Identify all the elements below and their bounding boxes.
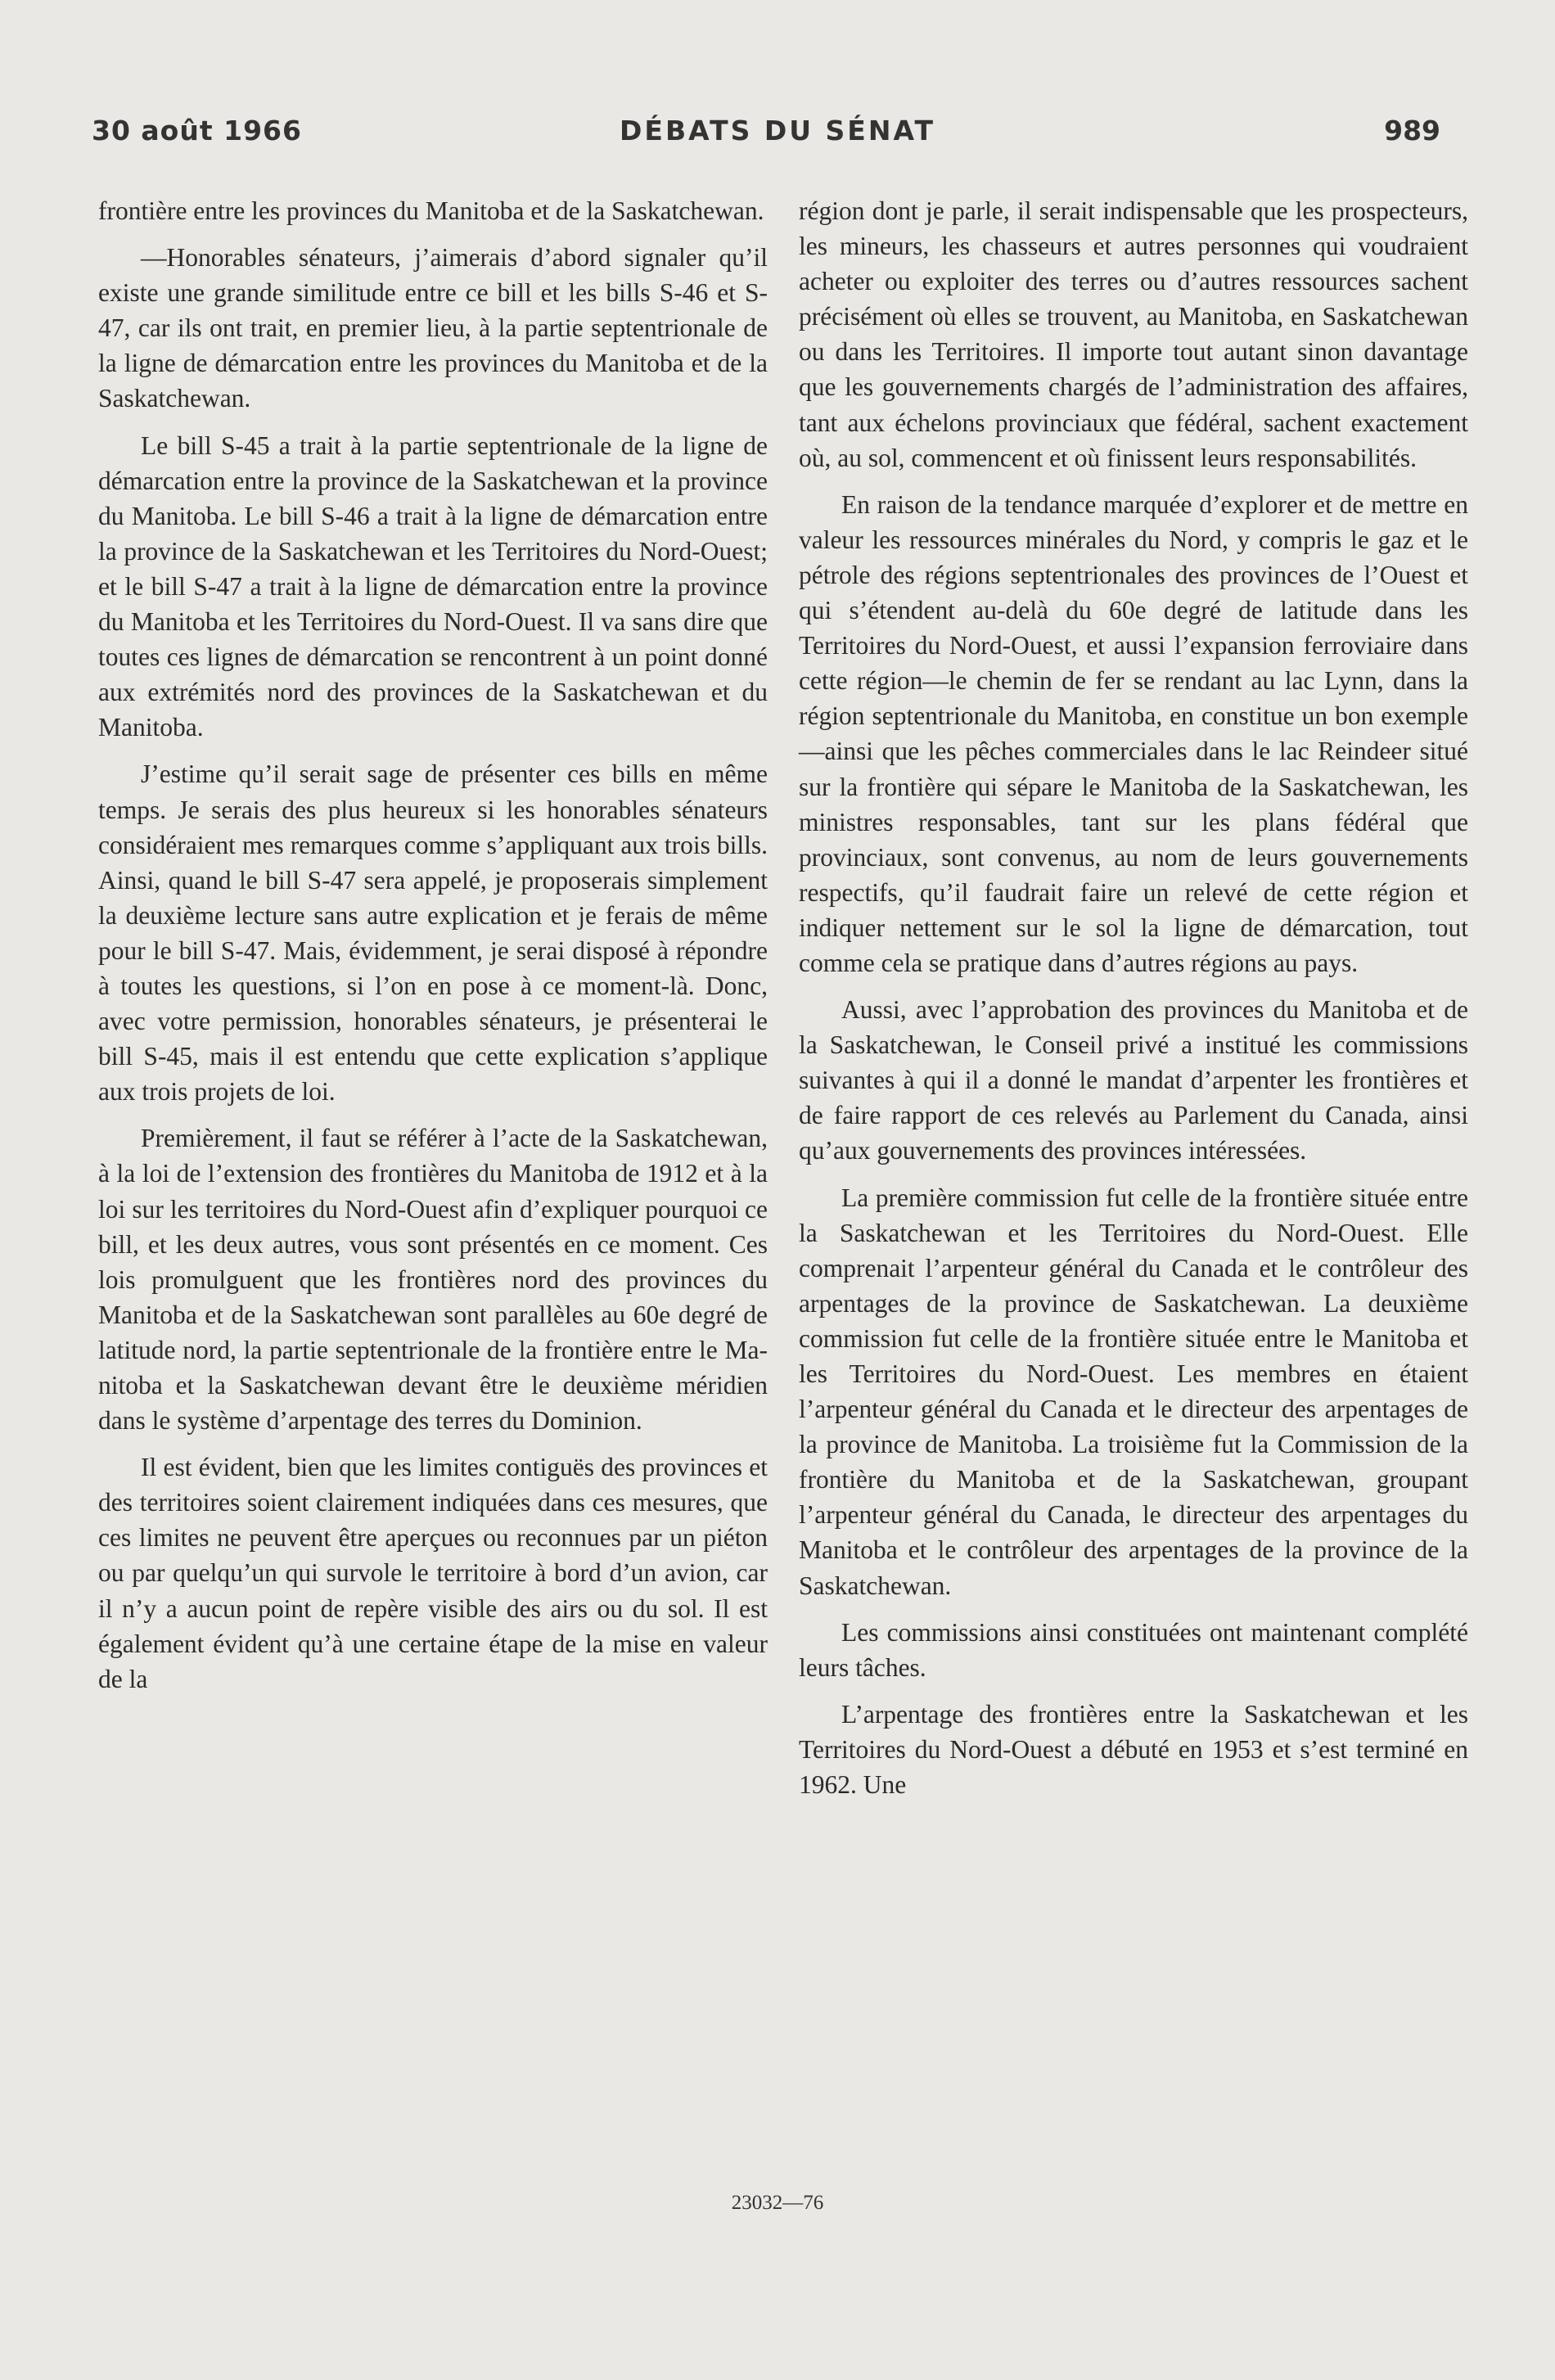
left-column (98, 193, 768, 1708)
paragraph: région dont je parle, il serait indispensable que les prospecteurs, les mineurs, les chasseurs et autres personnes qui voudraient acheter ou exploiter des terres ou d’autres ressources sachent précisément où elles se trouvent, au Manitoba, en Saskatchewan ou dans les Territoires. Il importe tout autant sinon davantage que les gouvernements chargés de l’administration des affaires, tant aux échelons provinciaux que fédéral, sachent exactement où, au sol, commencent et où finissent leurs responsabilités. (799, 196, 1468, 472)
header-date: 30 août 1966 (92, 115, 302, 146)
paragraph: Les commissions ainsi constituées ont maintenant complété leurs tâches. (799, 1617, 1468, 1682)
paragraph: Il est évident, bien que les limites contiguës des provinces et des territoires soient clairement indiquées dans ces mesures, que ces limites ne peuvent être aperçues ou reconnues par un piéton ou par quelqu’un qui survole le territoire à bord d’un avion, car il n’y a aucun point de repère visible des airs ou du sol. Il est également évident qu’à une certaine étape de la mise en valeur de la (98, 1453, 768, 1693)
paragraph: L’arpentage des frontières entre la Saskatchewan et les Territoires du Nord-Ouest a débuté en 1953 et s’est terminé en 1962. Une (799, 1699, 1468, 1800)
paragraph: La première commission fut celle de la frontière située entre la Saskatchewan et les Territoires du Nord-Ouest. Elle comprenait l’arpenteur général du Canada et le contrôleur des arpentages de la province de Saskatchewan. La deuxième commission fut celle de la frontière située entre le Manitoba et les Territoires du Nord-Ouest. Les membres en étaient l’arpenteur général du Canada et le directeur des arpentages de la province de Manitoba. La troisième fut la Commission de la frontière du Manitoba et de la Saskatchewan, groupant l’arpenteur général du Canada, le directeur des arpentages du Manitoba et le contrôleur des arpentages de la province de la Saskatchewan. (799, 1183, 1468, 1600)
header-title: DÉBATS DU SÉNAT (620, 115, 935, 146)
paragraph: —Honorables sénateurs, j’aimerais d’abord signaler qu’il existe une grande similitude entre ce bill et les bills S-46 et S-47, car ils ont trait, en premier lieu, à la partie septentrionale de la ligne de démarcation entre les provinces du Manitoba et de la Saskatchewan. (98, 243, 768, 413)
page-header (0, 115, 1555, 156)
paragraph: En raison de la tendance marquée d’explorer et de mettre en valeur les ressources minérales du Nord, y compris le gaz et le pétrole des régions septentrionales des provinces de l’Ouest et qui s’étendent au-delà du 60e degré de latitude dans les Territoires du Nord-Ouest, et aussi l’expansion ferroviaire dans cette région—le chemin de fer se rendant au lac Lynn, dans la région septentrionale du Manitoba, en constitue un bon exemple—ainsi que les pêches commerciales dans le lac Reindeer situé sur la frontière qui sépare le Manitoba de la Saskatchewan, les ministres responsables, tant sur les plans fédéral que provinciaux, sont convenus, au nom de leurs gouvernements respectifs, qu’il faudrait faire un relevé de cette région et indiquer nettement sur le sol la ligne de démarcation, tout comme cela se pratique dans d’autres régions au pays. (799, 489, 1468, 977)
paragraph: J’estime qu’il serait sage de présenter ces bills en même temps. Je serais des plus heureux si les honorables sénateurs considéraient mes remarques comme s’appliquant aux trois bills. Ainsi, quand le bill S-47 sera appelé, je proposerais simplement la deuxième lecture sans autre explication et je ferais de même pour le bill S-47. Mais, évidemment, je serai disposé à répondre à toutes les questions, si l’on en pose à ce moment-là. Donc, avec votre permission, honorables sénateurs, je présenterai le bill S-45, mais il est entendu que cette explication s’applique aux trois projets de loi. (98, 760, 768, 1107)
paragraph: frontière entre les provinces du Manitoba et de la Saskatchewan. (98, 196, 764, 225)
paragraph: Premièrement, il faut se référer à l’acte de la Saskatchewan, à la loi de l’extension des frontières du Manitoba de 1912 et à la loi sur les territoires du Nord-Ouest afin d’expliquer pourquoi ce bill, et les deux autres, vous sont présentés en ce moment. Ces lois promulguent que les frontières nord des provinces du Manitoba et de la Saskatchewan sont parallèles au 60e degré de latitude nord, la partie septentrionale de la frontière entre le Manitoba et la Saskatchewan devant être le deuxième méridien dans le système d’arpentage des terres du Dominion. (98, 1124, 768, 1436)
footer-code: 23032—76 (731, 2192, 824, 2214)
page-number: 989 (1384, 115, 1440, 146)
paragraph: Aussi, avec l’approbation des provinces du Manitoba et de la Saskatchewan, le Conseil privé a institué les commissions suivantes à qui il a donné le mandat d’arpenter les frontières et de faire rapport de ces relevés au Parlement du Canada, ainsi qu’aux gouvernements des provinces intéressées. (799, 995, 1468, 1165)
right-column (799, 193, 1468, 1814)
paragraph: Le bill S-45 a trait à la partie septentrionale de la ligne de démarcation entre la province de la Saskatchewan et la province du Manitoba. Le bill S-46 a trait à la ligne de démarcation entre la province de la Saskatchewan et les Territoires du Nord-Ouest; et le bill S-47 a trait à la ligne de démarcation entre la province du Manitoba et les Territoires du Nord-Ouest. Il va sans dire que toutes ces lignes de démarcation se rencontrent à un point donné aux extrémités nord des provinces de la Saskatchewan et du Manitoba. (98, 430, 768, 742)
